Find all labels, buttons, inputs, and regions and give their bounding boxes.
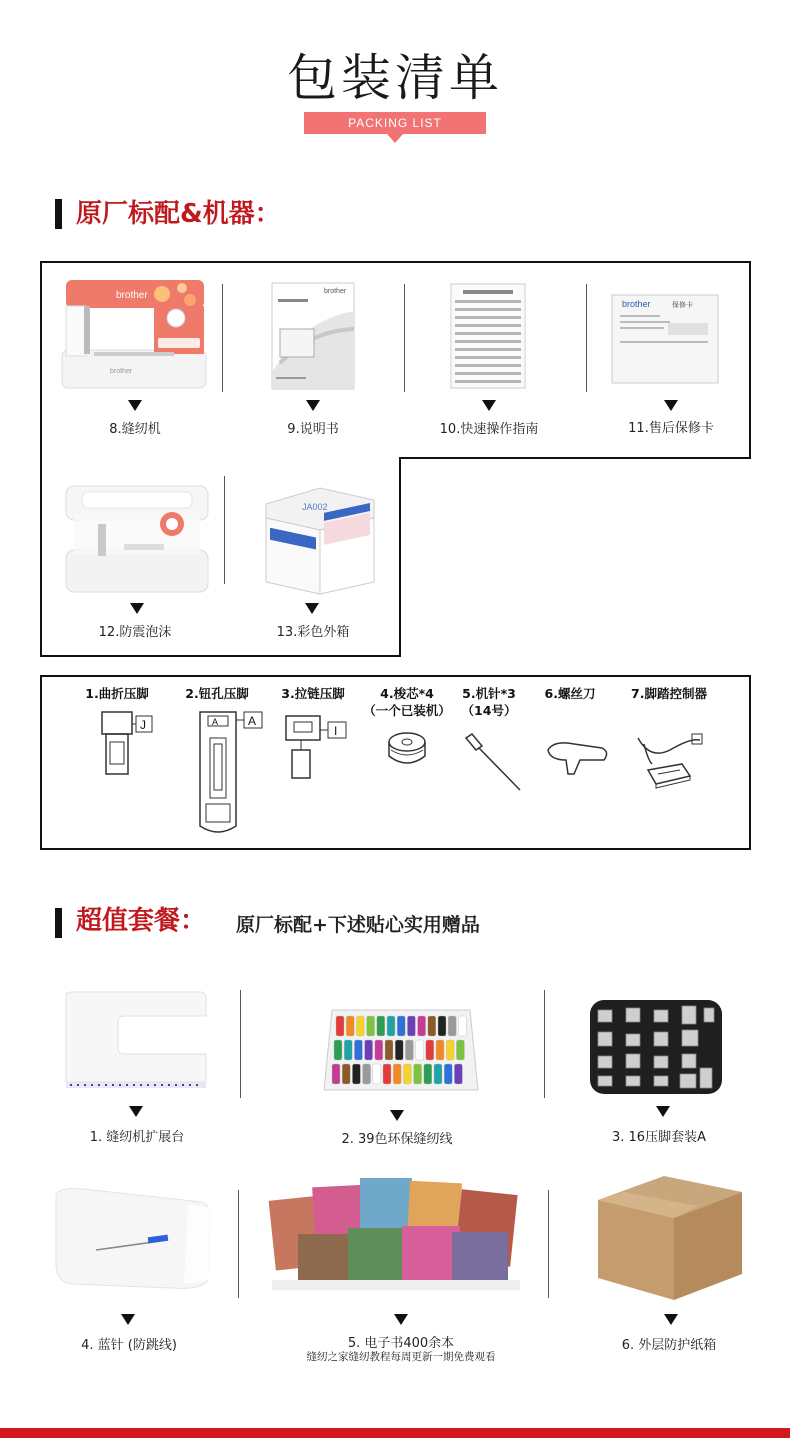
item-label: 13.彩色外箱 [276, 625, 350, 640]
sewing-machine-icon [58, 276, 210, 392]
thread-set-icon [322, 1000, 480, 1096]
accessory-label: 4.梭芯*4 [380, 686, 434, 701]
foot-letter-i: I [334, 724, 338, 738]
section-subtitle-bonus: 原厂标配+下述贴心实用赠品 [236, 914, 480, 936]
card-title-text: 保修卡 [672, 301, 693, 309]
gift-label: 4. 蓝针 (防跳线) [81, 1338, 177, 1353]
card-brand-text: brother [622, 299, 651, 309]
arrow-down-icon [129, 1106, 143, 1117]
foam-packaging-icon [64, 484, 210, 594]
box-model-text: JA002 [302, 502, 328, 512]
arrow-down-icon [390, 1110, 404, 1121]
zigzag-foot-icon [92, 708, 162, 778]
screwdriver-icon [544, 738, 614, 778]
foot-letter-a-inner: A [212, 717, 219, 727]
item-label: 8.缝纫机 [109, 422, 161, 437]
item-label: 9.说明书 [287, 422, 339, 437]
gift-sublabel: 缝纫之家缝纫教程每周更新一期免费观看 [306, 1351, 496, 1363]
ribbon-tip-icon [387, 134, 403, 143]
gift-label: 1. 缝纫机扩展台 [89, 1130, 185, 1145]
warranty-card-icon [610, 293, 720, 385]
divider [240, 990, 241, 1098]
needle-icon [462, 732, 524, 794]
arrow-down-icon [664, 400, 678, 411]
accessory-label: 2.钮孔压脚 [185, 686, 249, 701]
section-title-standard: 原厂标配&机器： [76, 199, 281, 229]
cardboard-box-icon [594, 1170, 746, 1302]
foot-letter-a: A [248, 714, 257, 728]
packing-list-ribbon: PACKING LIST [304, 112, 486, 134]
arrow-down-icon [305, 603, 319, 614]
foot-letter-j: J [140, 718, 146, 732]
arrow-down-icon [306, 400, 320, 411]
arrow-down-icon [656, 1106, 670, 1117]
divider [586, 284, 587, 392]
foot-pedal-icon [630, 730, 706, 794]
blue-needle-pack-icon [52, 1184, 214, 1292]
machine-brand-text: brother [116, 290, 148, 301]
accessory-sublabel: （一个已装机） [363, 703, 451, 718]
arrow-down-icon [128, 400, 142, 411]
divider [548, 1190, 549, 1298]
section-marker [55, 908, 62, 938]
accessory-label: 1.曲折压脚 [85, 686, 149, 701]
machine-brand-text-small: brother [110, 368, 133, 375]
item-label: 12.防震泡沫 [98, 625, 172, 640]
divider [224, 476, 225, 584]
gift-label: 2. 39色环保缝纫线 [341, 1132, 453, 1147]
manual-brand-text: brother [324, 288, 347, 295]
section-marker [55, 199, 62, 229]
arrow-down-icon [394, 1314, 408, 1325]
accessory-sublabel: （14号） [461, 703, 517, 718]
item-label: 10.快速操作指南 [439, 422, 539, 437]
gift-label: 6. 外层防护纸箱 [621, 1338, 717, 1353]
arrow-down-icon [482, 400, 496, 411]
page-title: 包装清单 [287, 49, 503, 107]
gift-label: 3. 16压脚套装A [612, 1130, 706, 1145]
bottom-accent-bar [0, 1428, 790, 1438]
ebooks-icon [268, 1172, 524, 1294]
bobbin-icon [384, 730, 430, 770]
accessory-label: 3.拉链压脚 [281, 686, 345, 701]
divider [238, 1190, 239, 1298]
arrow-down-icon [130, 603, 144, 614]
section-title-bonus: 超值套餐： [76, 906, 207, 936]
divider [404, 284, 405, 392]
accessory-label: 7.脚踏控制器 [631, 686, 707, 701]
item-label: 11.售后保修卡 [628, 421, 714, 436]
divider [222, 284, 223, 392]
accessory-label: 6.螺丝刀 [544, 686, 596, 701]
zipper-foot-icon [282, 712, 352, 782]
arrow-down-icon [664, 1314, 678, 1325]
divider [544, 990, 545, 1098]
gift-label: 5. 电子书400余本 [347, 1336, 455, 1351]
arrow-down-icon [121, 1314, 135, 1325]
manual-book-icon [270, 281, 356, 391]
extension-table-icon [60, 990, 212, 1090]
color-box-icon [262, 480, 378, 596]
presser-foot-set-icon [588, 998, 724, 1096]
accessory-label: 5.机针*3 [462, 686, 516, 701]
quick-guide-sheet-icon [449, 282, 527, 390]
buttonhole-foot-icon [190, 708, 268, 842]
